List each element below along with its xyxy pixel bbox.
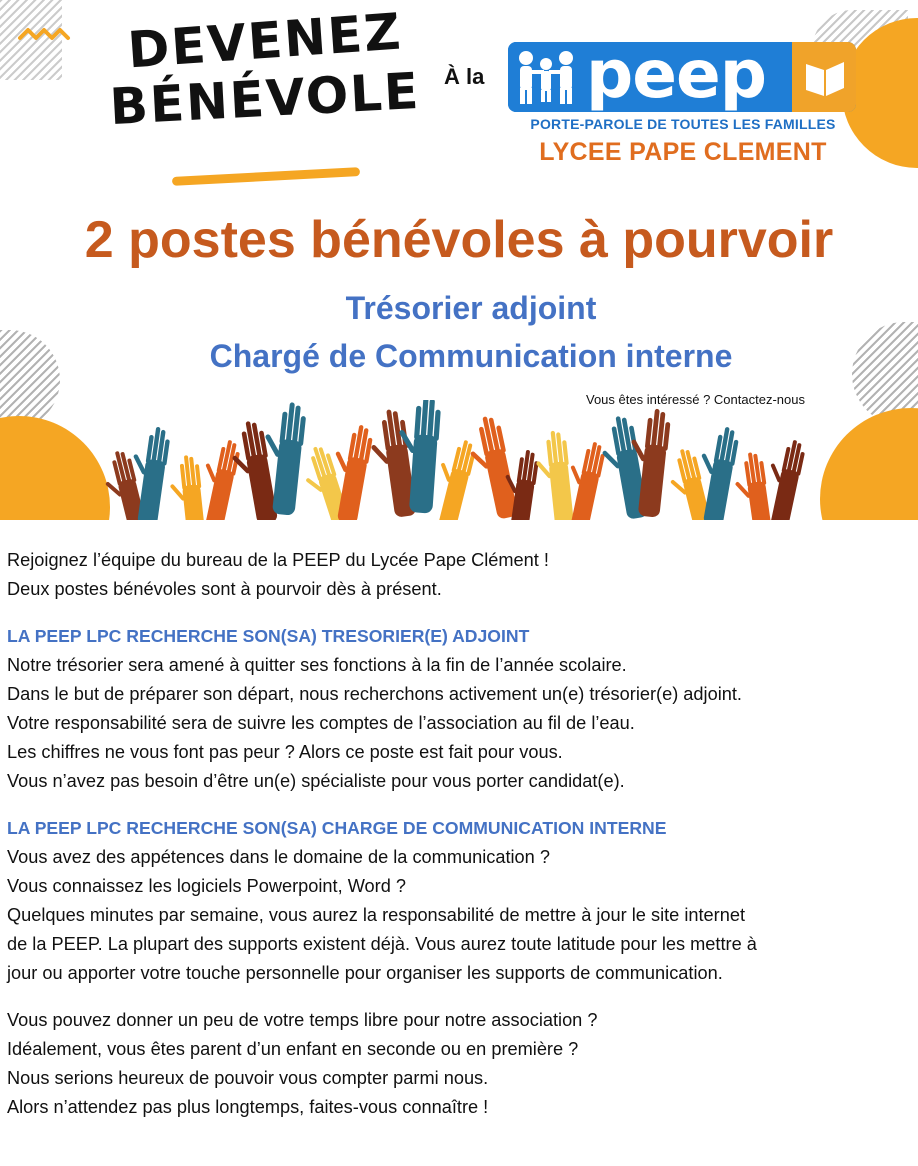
book-icon — [800, 52, 850, 102]
title-line-2: BÉNÉVOLE — [108, 61, 422, 137]
headline: 2 postes bénévoles à pourvoir — [84, 211, 834, 269]
family-figures-icon — [512, 48, 580, 108]
contact-text: Vous êtes intéressé ? Contactez-nous — [586, 392, 805, 407]
section-line: Vous connaissez les logiciels Powerpoint, Word ? — [7, 876, 406, 896]
closing-line: Vous pouvez donner un peu de votre temps libre pour notre association ? — [7, 1010, 598, 1030]
a-la-label: À la — [444, 64, 485, 89]
peep-tagline: PORTE-PAROLE DE TOUTES LES FAMILLES — [530, 116, 836, 132]
role-communication: Chargé de Communication interne — [209, 338, 733, 374]
devenez-benevole-title — [100, 2, 430, 137]
section-line: Notre trésorier sera amené à quitter ses fonctions à la fin de l’année scolaire. — [7, 655, 627, 675]
section-line: Vous n’avez pas besoin d’être un(e) spécialiste pour vous porter candidat(e). — [7, 771, 625, 791]
section-line: jour ou apporter votre touche personnelle pour organiser les supports de communication. — [7, 963, 723, 983]
banner — [0, 0, 918, 520]
section-line: Quelques minutes par semaine, vous aurez la responsabilité de mettre à jour le site internet — [7, 905, 745, 925]
raised-hands-icon — [96, 400, 826, 520]
zigzag-icon — [18, 24, 74, 44]
intro-line: Rejoignez l’équipe du bureau de la PEEP du Lycée Pape Clément ! — [7, 550, 549, 570]
peep-logo-word: peep — [586, 36, 767, 113]
title-line-1: DEVENEZ — [125, 2, 405, 80]
closing-line: Idéalement, vous êtes parent d’un enfant en seconde ou en première ? — [7, 1039, 579, 1059]
closing-line: Nous serions heureux de pouvoir vous compter parmi nous. — [7, 1068, 489, 1088]
section-line: Vous avez des appétences dans le domaine de la communication ? — [7, 847, 550, 867]
brush-underline — [172, 167, 360, 186]
school-name: LYCEE PAPE CLEMENT — [539, 138, 827, 166]
section-line: de la PEEP. La plupart des supports existent déjà. Vous aurez toute latitude pour les mettre à — [7, 934, 757, 954]
section-line: Votre responsabilité sera de suivre les comptes de l’association au fil de l’eau. — [7, 713, 635, 733]
role-treasurer: Trésorier adjoint — [345, 290, 597, 326]
closing-line: Alors n’attendez pas plus longtemps, faites-vous connaître ! — [7, 1097, 489, 1117]
orange-circle-decoration — [0, 416, 110, 520]
section-line: Les chiffres ne vous font pas peur ? Alors ce poste est fait pour vous. — [7, 742, 563, 762]
document-body — [7, 546, 915, 1122]
orange-circle-decoration — [820, 408, 918, 520]
intro-line: Deux postes bénévoles sont à pourvoir dès à présent. — [7, 579, 442, 599]
section-heading-communication: LA PEEP LPC RECHERCHE SON(SA) CHARGE DE COMMUNICATION INTERNE — [7, 818, 667, 838]
section-line: Dans le but de préparer son départ, nous recherchons activement un(e) trésorier(e) adjoint. — [7, 684, 742, 704]
section-heading-treasurer: LA PEEP LPC RECHERCHE SON(SA) TRESORIER(E) ADJOINT — [7, 626, 530, 646]
